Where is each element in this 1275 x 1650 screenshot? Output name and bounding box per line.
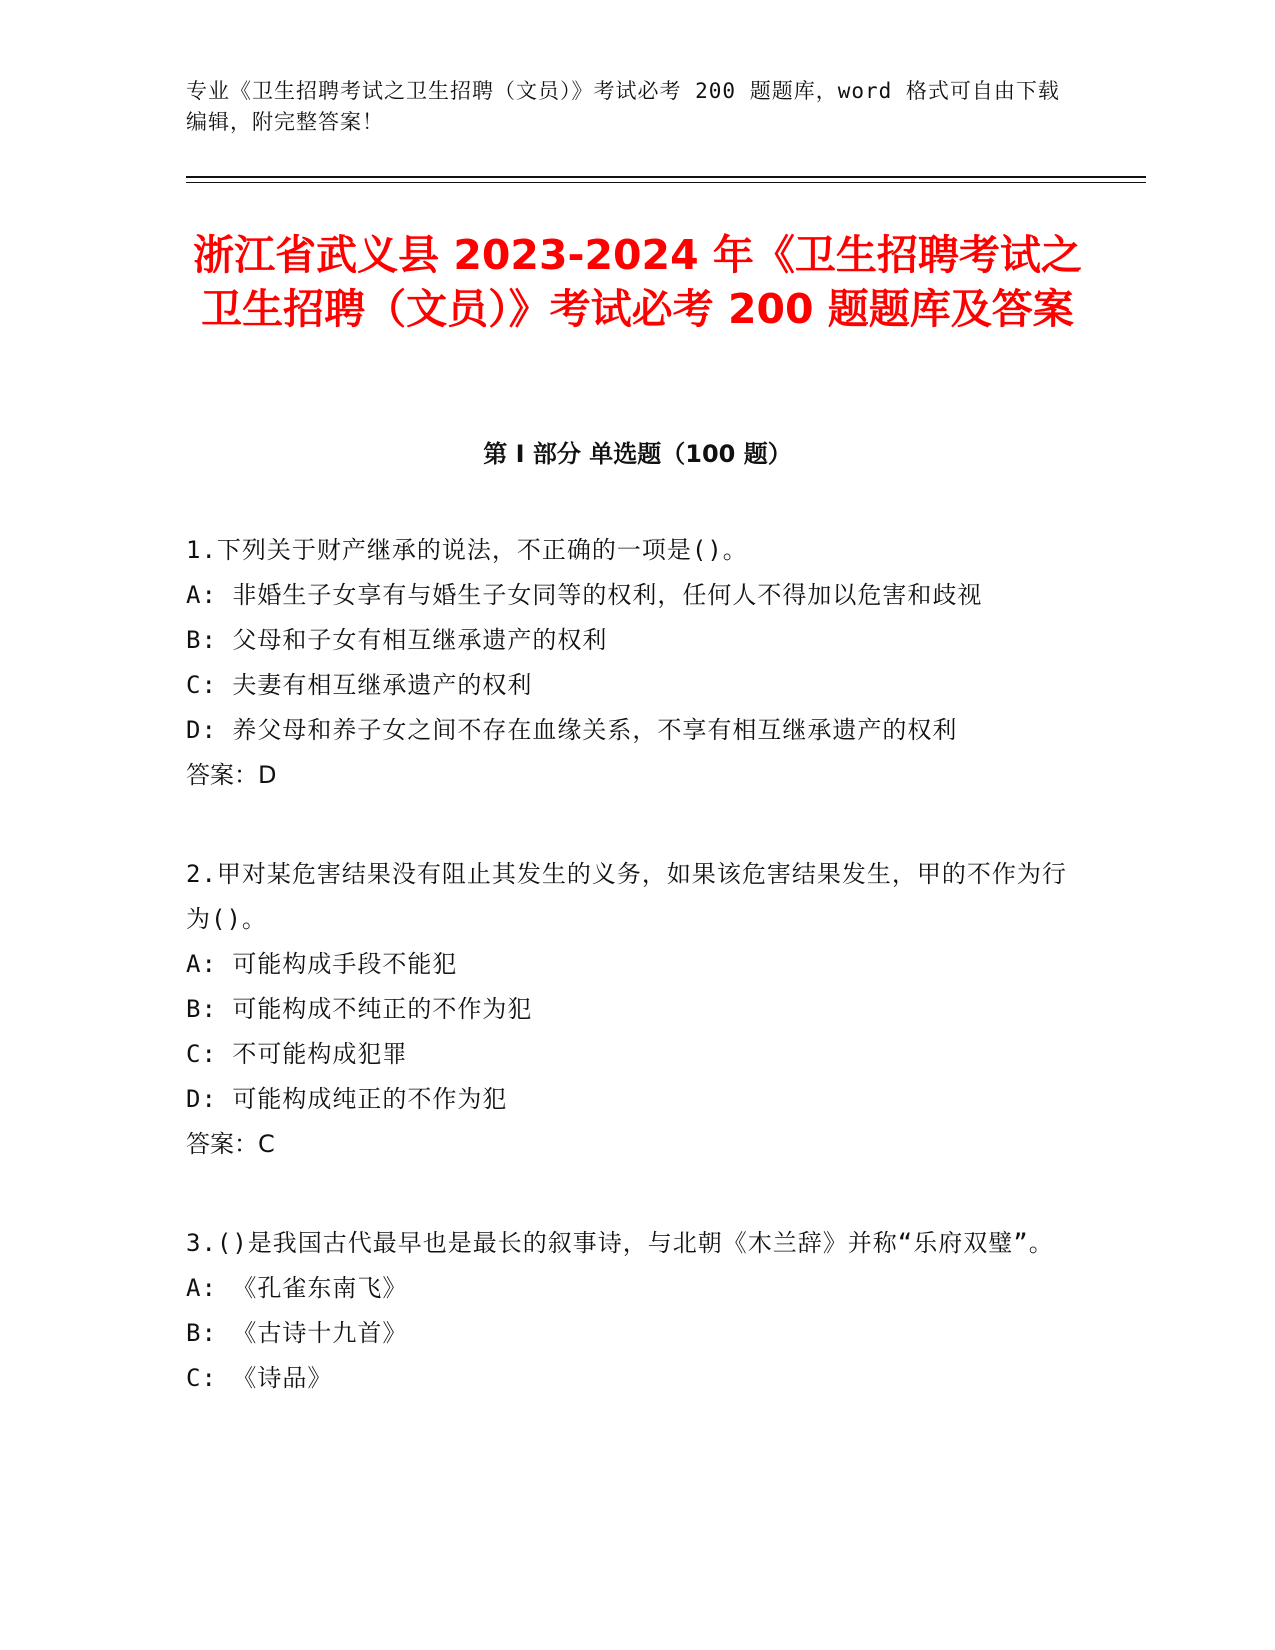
option-c: C: 《诗品》 xyxy=(186,1364,333,1392)
option-c: C: 夫妻有相互继承遗产的权利 xyxy=(186,671,533,699)
question-text: 1.下列关于财产继承的说法，不正确的一项是()。 xyxy=(186,536,748,564)
option-a: A: 非婚生子女享有与婚生子女同等的权利，任何人不得加以危害和歧视 xyxy=(186,581,983,609)
option-d: D: 养父母和养子女之间不存在血缘关系，不享有相互继承遗产的权利 xyxy=(186,716,958,744)
question-list xyxy=(186,528,1076,1455)
question-text: 3.()是我国古代最早也是最长的叙事诗，与北朝《木兰辞》并称“乐府双璧”。 xyxy=(186,1229,1054,1257)
header-divider-thin xyxy=(186,182,1146,183)
option-b: B: 《古诗十九首》 xyxy=(186,1319,408,1347)
option-a: A: 可能构成手段不能犯 xyxy=(186,950,458,978)
option-b: B: 可能构成不纯正的不作为犯 xyxy=(186,995,533,1023)
section-title: 第 I 部分 单选题（100 题） xyxy=(483,440,792,468)
answer: 答案：C xyxy=(186,1130,275,1158)
question-text: 2.甲对某危害结果没有阻止其发生的义务，如果该危害结果发生，甲的不作为行为()。 xyxy=(186,860,1067,933)
option-c: C: 不可能构成犯罪 xyxy=(186,1040,408,1068)
header-divider-thick xyxy=(186,176,1146,178)
question-3 xyxy=(186,1221,1076,1401)
question-2 xyxy=(186,852,1076,1167)
option-a: A: 《孔雀东南飞》 xyxy=(186,1274,408,1302)
question-1 xyxy=(186,528,1076,798)
option-b: B: 父母和子女有相互继承遗产的权利 xyxy=(186,626,608,654)
answer: 答案：D xyxy=(186,761,277,789)
option-d: D: 可能构成纯正的不作为犯 xyxy=(186,1085,508,1113)
document-title: 浙江省武义县 2023-2024 年《卫生招聘考试之卫生招聘（文员）》考试必考 200 题题库及答案 xyxy=(193,231,1082,333)
header-note: 专业《卫生招聘考试之卫生招聘（文员）》考试必考 200 题题库，word 格式可自由下载编辑，附完整答案！ xyxy=(186,79,1060,134)
